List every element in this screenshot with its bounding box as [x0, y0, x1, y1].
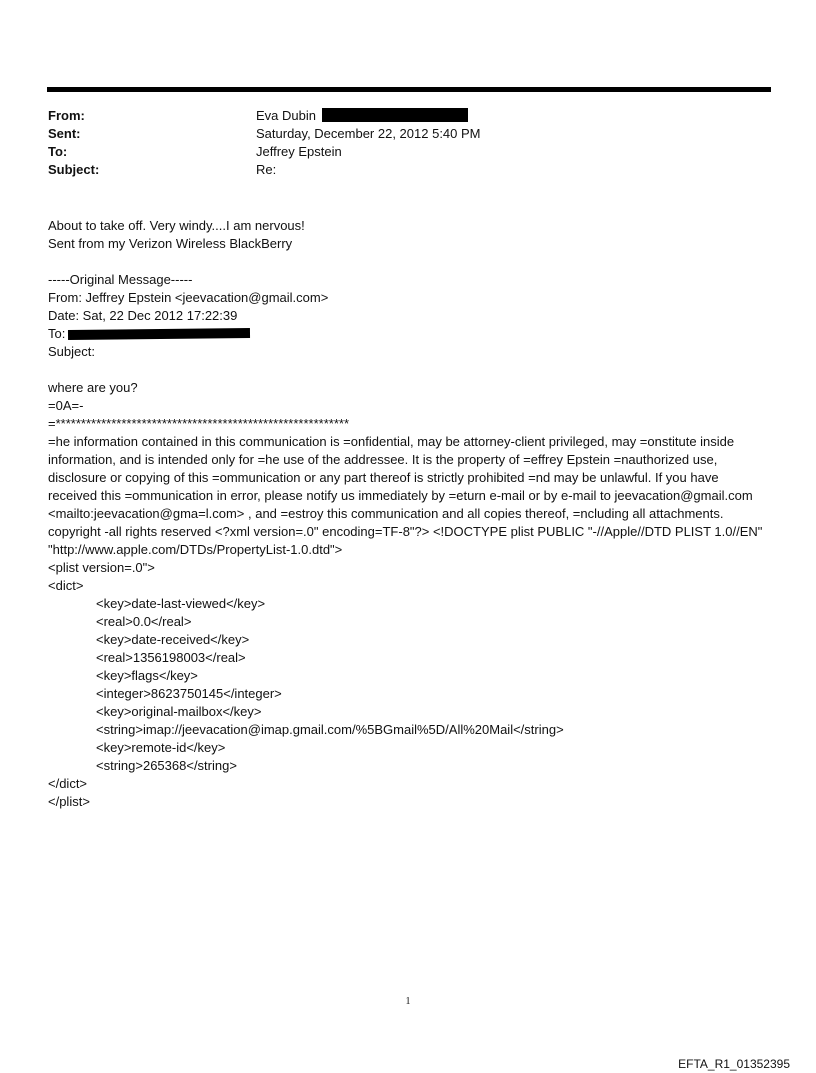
to-row — [48, 143, 748, 161]
plist-entry: <key>date-last-viewed</key> — [96, 596, 266, 611]
document-id: EFTA_R1_01352395 — [678, 1057, 790, 1071]
subject-row — [48, 161, 748, 179]
original-to-label: To: — [48, 326, 66, 341]
plist-entry: <key>date-received</key> — [96, 632, 250, 647]
disclaimer-text: =he information contained in this communication is =onfidential, may be attorney-client privileged, may =onstitute inside information, and is intended only for =he use of the addressee. It is the property of =effrey Epstein =nauthorized use, disclosure or copying of this =ommunication or any part thereof is strictly prohibited =nd may be unlawful. If you have received this =ommunication in error, please notify us immediately by =eturn e-mail or by e-mail to jeevacation@gmail.com <mailto:jeevacation@gma=l.com> , and =estroy this communication and all copies thereof, =ncluding all attachments. copyright -all rights reserved <?xml version=.0" encoding=TF-8"?> <!DOCTYPE plist PUBLIC "-//Apple//DTD PLIST 1.0//EN" "http://www.apple.com/DTDs/PropertyList-1.0.dtd"> — [48, 434, 763, 557]
from-label: From: — [48, 108, 85, 123]
page-number: 1 — [405, 996, 411, 1007]
encoded-line-1: =0A=- — [48, 398, 84, 413]
subject-value: Re: — [256, 162, 277, 177]
plist-entry: <key>remote-id</key> — [96, 740, 226, 755]
header-rule — [47, 87, 771, 92]
to-value: Jeffrey Epstein — [256, 144, 342, 159]
plist-entry: <string>265368</string> — [96, 758, 237, 773]
message-line: About to take off. Very windy....I am nervous! — [48, 218, 305, 233]
original-from: From: Jeffrey Epstein <jeevacation@gmail.com> — [48, 290, 329, 305]
from-row — [48, 107, 748, 125]
plist-entry: <integer>8623750145</integer> — [96, 686, 282, 701]
from-value: Eva Dubin — [256, 108, 316, 123]
original-subject: Subject: — [48, 344, 95, 359]
plist-entry: <string>imap://jeevacation@imap.gmail.com/%5BGmail%5D/All%20Mail</string> — [96, 722, 564, 737]
plist-close: </plist> — [48, 794, 90, 809]
subject-label: Subject: — [48, 162, 100, 177]
original-date: Date: Sat, 22 Dec 2012 17:22:39 — [48, 308, 238, 323]
sent-row — [48, 125, 748, 143]
plist-open: <plist version=.0"> — [48, 560, 155, 575]
to-label: To: — [48, 144, 68, 159]
plist-entry: <real>0.0</real> — [96, 614, 192, 629]
plist-entry: <real>1356198003</real> — [96, 650, 246, 665]
sent-label: Sent: — [48, 126, 81, 141]
original-separator: -----Original Message----- — [48, 272, 193, 287]
redaction-bar — [322, 108, 468, 122]
dict-close: </dict> — [48, 776, 88, 791]
encoded-line-2: =********************************************************** — [48, 416, 350, 431]
email-header — [48, 107, 748, 179]
sent-value: Saturday, December 22, 2012 5:40 PM — [256, 126, 481, 141]
original-to — [48, 325, 763, 343]
signature-line: Sent from my Verizon Wireless BlackBerry — [48, 236, 293, 251]
dict-open: <dict> — [48, 578, 84, 593]
email-body — [48, 217, 763, 811]
redaction-bar — [68, 328, 250, 340]
plist-entry: <key>flags</key> — [96, 668, 198, 683]
plist-entry: <key>original-mailbox</key> — [96, 704, 262, 719]
original-body: where are you? — [48, 380, 138, 395]
